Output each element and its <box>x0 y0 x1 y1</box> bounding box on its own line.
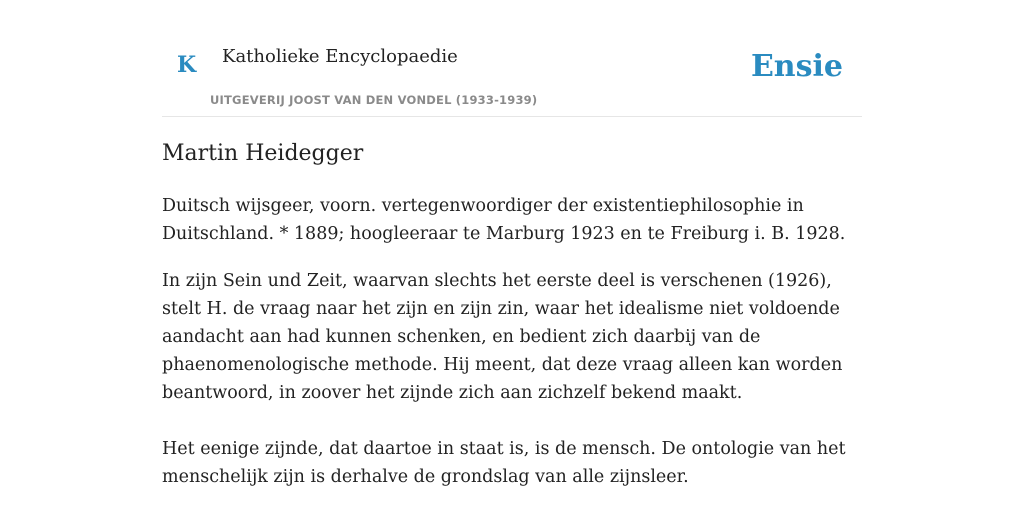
page <box>162 0 862 487</box>
article-paragraph: Duitsch wijsgeer, voorn. vertegenwoordiger der existentiephilosophie in Duitschland. * 1889; hoogleeraar te Marburg 1923 en te Freiburg i. B. 1928. <box>162 196 846 244</box>
publisher-subtitle: UITGEVERIJ JOOST VAN DEN VONDEL (1933-1939) <box>210 93 538 107</box>
article-title: Martin Heidegger <box>162 141 364 166</box>
article-paragraph: Het eenige zijnde, dat daartoe in staat is, is de mensch. De ontologie van het menschelijk zijn is derhalve de grondslag van alle zijnsleer. <box>162 439 846 487</box>
header <box>162 0 862 117</box>
article-paragraph: In zijn Sein und Zeit, waarvan slechts het eerste deel is verschenen (1926), stelt H. de vraag naar het zijn en zijn zin, waar het idealisme niet voldoende aandacht aan had kunnen schenken, en bedient zich daarbij van de phaenomenologische methode. Hij meent, dat deze vraag alleen kan worden beantwoord, in zoover het zijnde zich aan zichzelf bekend maakt. <box>162 271 843 403</box>
encyclopedia-logo-icon[interactable]: K <box>177 52 197 78</box>
site-title-link[interactable]: Katholieke Encyclopaedie <box>222 46 458 67</box>
ensie-brand-link[interactable]: Ensie <box>750 49 843 84</box>
